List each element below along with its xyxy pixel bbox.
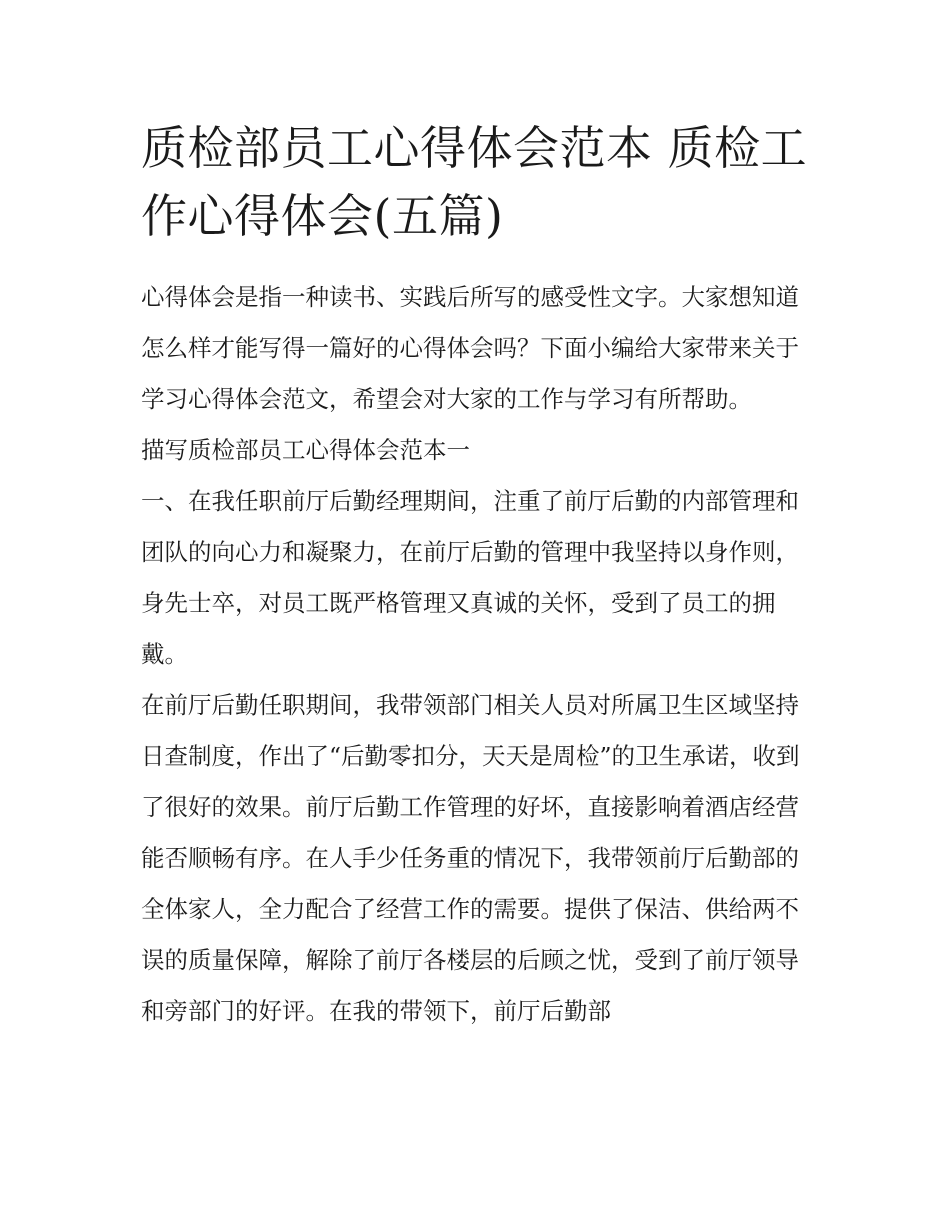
intro-paragraph: 心得体会是指一种读书、实践后所写的感受性文字。大家想知道怎么样才能写得一篇好的心得体会吗？下面小编给大家带来关于学习心得体会范文，希望会对大家的工作与学习有所帮助。 bbox=[141, 283, 799, 413]
section-heading: 描写质检部员工心得体会范本一 bbox=[141, 436, 470, 464]
document-title: 质检部员工心得体会范本 质检工作心得体会(五篇) bbox=[141, 121, 808, 243]
document-body bbox=[141, 114, 813, 1037]
body-paragraph: 在前厅后勤任职期间，我带领部门相关人员对所属卫生区域坚持日查制度，作出了“后勤零扣分，天天是周检”的卫生承诺，收到了很好的效果。前厅后勤工作管理的好坏，直接影响着酒店经营能否顺畅有序。在人手少任务重的情况下，我带领前厅后勤部的全体家人，全力配合了经营工作的需要。提供了保洁、供给两不误的质量保障，解除了前厅各楼层的后顾之忧，受到了前厅领导和旁部门的好评。在我的带领下，前厅后勤部 bbox=[141, 691, 800, 1025]
body-paragraph: 一、在我任职前厅后勤经理期间，注重了前厅后勤的内部管理和团队的向心力和凝聚力，在前厅后勤的管理中我坚持以身作则，身先士卒，对员工既严格管理又真诚的关怀，受到了员工的拥戴。 bbox=[141, 487, 799, 668]
